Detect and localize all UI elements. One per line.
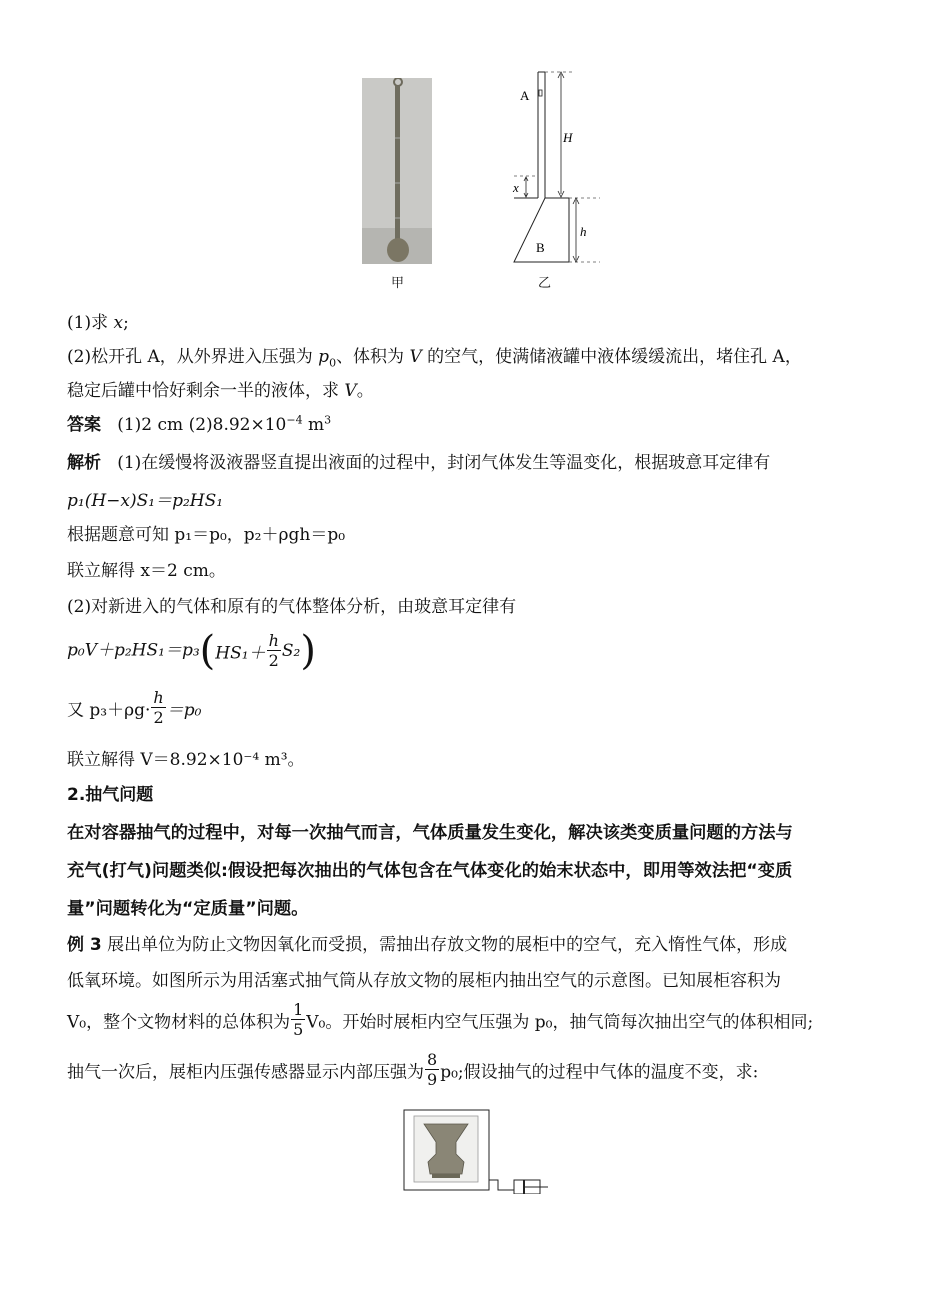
section-2-para-3: 量”问题转化为“定质量”问题。	[67, 899, 309, 919]
caption-yi: 乙	[538, 276, 552, 291]
analysis-line-7: 又 p₃＋ρg· $\frac{h}{2}$ ＝p₀	[67, 688, 202, 727]
caption-jia: 甲	[391, 276, 405, 291]
section-2-para-2: 充气(打气)问题类似:假设把每次抽出的气体包含在气体变化的始末状态中，即用等效法把“变质	[67, 861, 793, 881]
question-2-line-2: 稳定后罐中恰好剩余一半的液体，求 V。	[67, 381, 374, 401]
siphon-photo	[362, 78, 432, 264]
section-2-title: 2.抽气问题	[67, 785, 154, 805]
answer-label: 答案	[67, 415, 101, 435]
analysis-line-4: 联立解得 x＝2 cm。	[67, 561, 226, 581]
label-h: h	[580, 224, 587, 239]
example-3-label: 例 3	[67, 935, 102, 955]
fraction-h-over-2-b: $\frac{h}{2}$	[153, 688, 164, 727]
label-A: A	[520, 88, 530, 103]
analysis-line-5: (2)对新进入的气体和原有的气体整体分析，由玻意耳定律有	[67, 597, 517, 617]
fraction-8-over-9: $\frac{8}{9}$	[427, 1050, 438, 1089]
example-3-line-4: 抽气一次后，展柜内压强传感器显示内部压强为 $\frac{8}{9}$ p₀;假设抽气的过程中气体的温度不变，求:	[67, 1050, 759, 1089]
label-x: x	[513, 180, 519, 195]
cabinet-pump-diagram	[402, 1108, 552, 1194]
question-1: (1)求 x;	[67, 313, 129, 333]
analysis-label: 解析	[67, 453, 101, 473]
siphon-schematic	[500, 66, 610, 270]
label-H: H	[563, 130, 573, 145]
fraction-h-over-2: $\frac{h}{2}$	[268, 631, 279, 670]
example-3-line-1: 例 3 展出单位为防止文物因氧化而受损，需抽出存放文物的展柜中的空气，充入惰性气体，形成	[67, 935, 788, 955]
analysis-line-3: 根据题意可知 p₁＝p₀，p₂＋ρgh＝p₀	[67, 525, 346, 545]
analysis-line-2: p₁(H−x)S₁＝p₂HS₁	[67, 491, 224, 511]
analysis-line-6: p₀V＋p₂HS₁＝p₃(HS₁＋ $\frac{h}{2}$ S₂)	[67, 628, 316, 674]
answer: 答案 (1)2 cm $(2)8.92\times 10^{-4}$ $m^3$	[67, 413, 332, 435]
analysis-line-8: 联立解得 V＝8.92×10⁻⁴ m³。	[67, 750, 305, 770]
figure-yi	[500, 66, 610, 270]
figure-display-cabinet	[402, 1108, 552, 1194]
example-3-line-2: 低氧环境。如图所示为用活塞式抽气筒从存放文物的展柜内抽出空气的示意图。已知展柜容积为	[67, 971, 781, 991]
example-3-line-3: V₀，整个文物材料的总体积为 $\frac{1}{5}$ V₀。开始时展柜内空气压强为 p₀，抽气筒每次抽出空气的体积相同;	[67, 1000, 814, 1039]
analysis-line-1: 解析 (1)在缓慢将汲液器竖直提出液面的过程中，封闭气体发生等温变化，根据玻意耳定律有	[67, 453, 771, 473]
figure-jia	[362, 78, 432, 264]
question-2-line-1: (2)松开孔 A，从外界进入压强为 $p_0$、体积为 V 的空气，使满储液罐中液体缓缓流出，堵住孔 A，	[67, 347, 802, 370]
section-2-para-1: 在对容器抽气的过程中，对每一次抽气而言，气体质量发生变化，解决该类变质量问题的方法与	[67, 823, 793, 843]
fraction-1-over-5: $\frac{1}{5}$	[293, 1000, 304, 1039]
label-B: B	[536, 240, 545, 255]
